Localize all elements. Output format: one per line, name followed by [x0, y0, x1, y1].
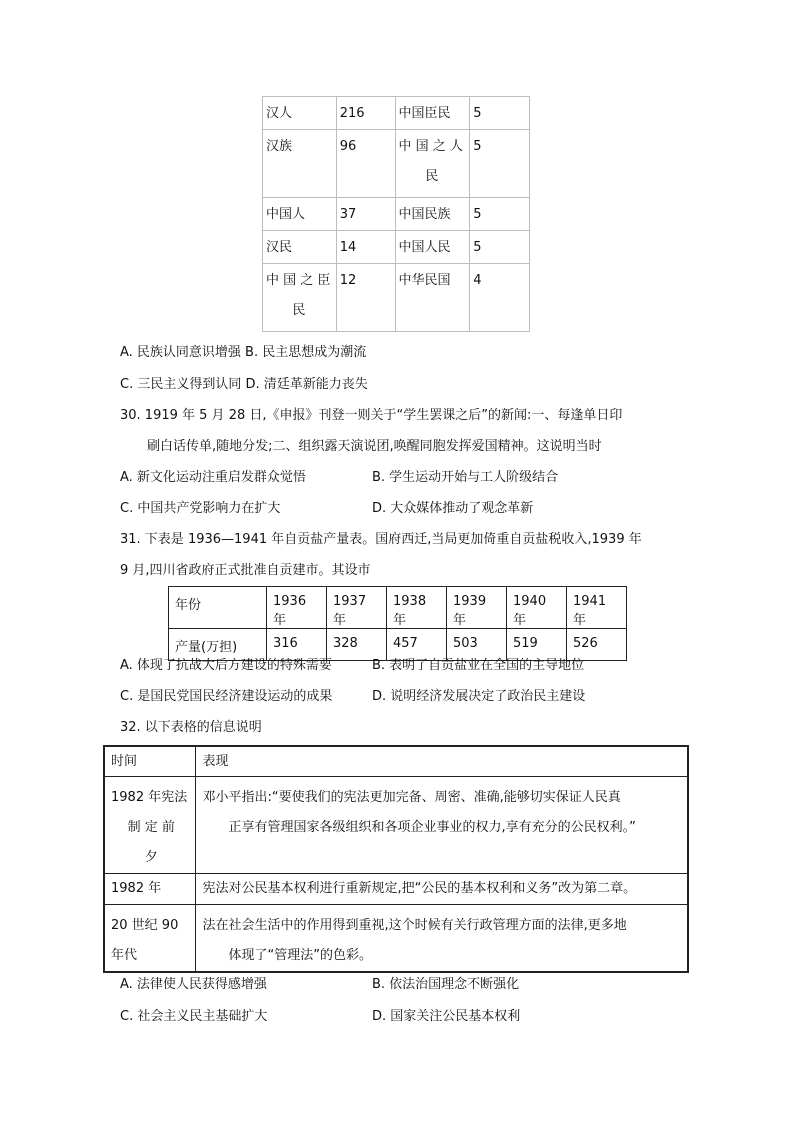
- q31-stem-line1: 31. 下表是 1936—1941 年自贡盐产量表。国府西迁,当局更加倚重自贡盐税收入,1939 年: [120, 532, 642, 547]
- table-cell: 12: [336, 264, 395, 332]
- table-header: 表现: [196, 746, 688, 776]
- table-row: [104, 904, 688, 972]
- q32-option-b: B. 依法治国理念不断强化: [372, 977, 520, 992]
- q31-option-a: A. 体现了抗战大后方建设的特殊需要: [120, 658, 332, 673]
- q31-option-c: C. 是国民党国民经济建设运动的成果: [120, 689, 333, 704]
- table-cell: 汉族: [263, 130, 337, 198]
- table-header: 1937 年: [327, 587, 387, 629]
- q32-stem: 32. 以下表格的信息说明: [120, 720, 262, 735]
- q30-option-c: C. 中国共产党影响力在扩大: [120, 501, 281, 516]
- table-row: [263, 130, 530, 198]
- q31-option-b: B. 表明了自贡盐业在全国的主导地位: [372, 658, 585, 673]
- cell-line: 中 国 之 臣: [266, 273, 331, 288]
- cell-line: 夕: [144, 849, 158, 865]
- cell-line: 制 定 前: [127, 819, 175, 835]
- table-row: [104, 776, 688, 873]
- q32-option-a: A. 法律使人民获得感增强: [120, 977, 267, 992]
- table-cell: [104, 904, 196, 972]
- table-cell: [395, 130, 470, 198]
- q29-options-line1: A. 民族认同意识增强 B. 民主思想成为潮流: [120, 345, 367, 360]
- table-cell: 14: [336, 231, 395, 264]
- table-header: 1939 年: [447, 587, 507, 629]
- table-cell: 汉人: [263, 97, 337, 130]
- table-cell: 产量(万担): [169, 629, 267, 661]
- q31-option-d: D. 说明经济发展决定了政治民主建设: [372, 689, 586, 704]
- table-cell: [196, 776, 688, 873]
- table-cell: 328: [327, 629, 387, 661]
- table-cell: 中国民族: [395, 198, 470, 231]
- table-row: [263, 97, 530, 130]
- table-cell: 503: [447, 629, 507, 661]
- q30-option-b: B. 学生运动开始与工人阶级结合: [372, 470, 559, 485]
- table-cell: 1982 年: [104, 873, 196, 904]
- salt-output-table: [168, 586, 627, 661]
- q30-stem-line2: 刷白话传单,随地分发;二、组织露天演说团,唤醒同胞发挥爱国精神。这说明当时: [147, 439, 602, 454]
- table-cell: 汉民: [263, 231, 337, 264]
- table-row: [263, 264, 530, 332]
- table-header: 年份: [169, 587, 267, 629]
- table-cell: 5: [470, 97, 530, 130]
- cell-line: 中 国 之 人: [398, 139, 463, 154]
- q30-stem-line1: 30. 1919 年 5 月 28 日,《申报》刊登一则关于“学生罢课之后”的新闻:一、每逢单日印: [120, 408, 623, 423]
- cell-line: 民: [292, 303, 306, 318]
- table-header: 1936 年: [267, 587, 327, 629]
- table-row: [104, 746, 688, 776]
- table-cell: 316: [267, 629, 327, 661]
- q30-option-d: D. 大众媒体推动了观念革新: [372, 501, 534, 516]
- table-cell: 457: [387, 629, 447, 661]
- table-cell: [196, 904, 688, 972]
- table-cell: [104, 776, 196, 873]
- table-cell: 96: [336, 130, 395, 198]
- q32-option-d: D. 国家关注公民基本权利: [372, 1009, 521, 1024]
- cell-line: 体现了“管理法”的色彩。: [228, 947, 372, 963]
- table-header: 1941 年: [567, 587, 627, 629]
- table-cell: 5: [470, 130, 530, 198]
- surname-frequency-table: [262, 96, 530, 332]
- q29-options-line2: C. 三民主义得到认同 D. 清廷革新能力丧失: [120, 377, 368, 392]
- constitution-table: [103, 745, 689, 973]
- table-cell: 中国人民: [395, 231, 470, 264]
- table-row: [263, 198, 530, 231]
- cell-line: 年代: [111, 947, 138, 963]
- cell-line: 20 世纪 90: [111, 917, 179, 933]
- q32-option-c: C. 社会主义民主基础扩大: [120, 1009, 268, 1024]
- table-row: [104, 873, 688, 904]
- table-cell: 5: [470, 198, 530, 231]
- table-cell: [263, 264, 337, 332]
- table-header: 1938 年: [387, 587, 447, 629]
- q30-option-a: A. 新文化运动注重启发群众觉悟: [120, 470, 306, 485]
- table-cell: 4: [470, 264, 530, 332]
- cell-line: 正享有管理国家各级组织和各项企业事业的权力,享有充分的公民权利。”: [228, 819, 636, 835]
- table-cell: 中华民国: [395, 264, 470, 332]
- q31-stem-line2: 9 月,四川省政府正式批准自贡建市。其设市: [120, 563, 371, 578]
- cell-line: 邓小平指出:“要使我们的宪法更加完备、周密、准确,能够切实保证人民真: [202, 789, 621, 805]
- table-cell: 37: [336, 198, 395, 231]
- table-cell: 中国人: [263, 198, 337, 231]
- table-cell: 宪法对公民基本权利进行重新规定,把“公民的基本权利和义务”改为第二章。: [196, 873, 688, 904]
- table-cell: 中国臣民: [395, 97, 470, 130]
- table-cell: 519: [507, 629, 567, 661]
- table-header: 时间: [104, 746, 196, 776]
- table-cell: 5: [470, 231, 530, 264]
- cell-line: 民: [425, 169, 439, 184]
- cell-line: 1982 年宪法: [111, 789, 188, 805]
- table-cell: 526: [567, 629, 627, 661]
- cell-line: 法在社会生活中的作用得到重视,这个时候有关行政管理方面的法律,更多地: [202, 917, 627, 933]
- table-header: 1940 年: [507, 587, 567, 629]
- table-cell: 216: [336, 97, 395, 130]
- table-row: [263, 231, 530, 264]
- table-row: [169, 587, 627, 629]
